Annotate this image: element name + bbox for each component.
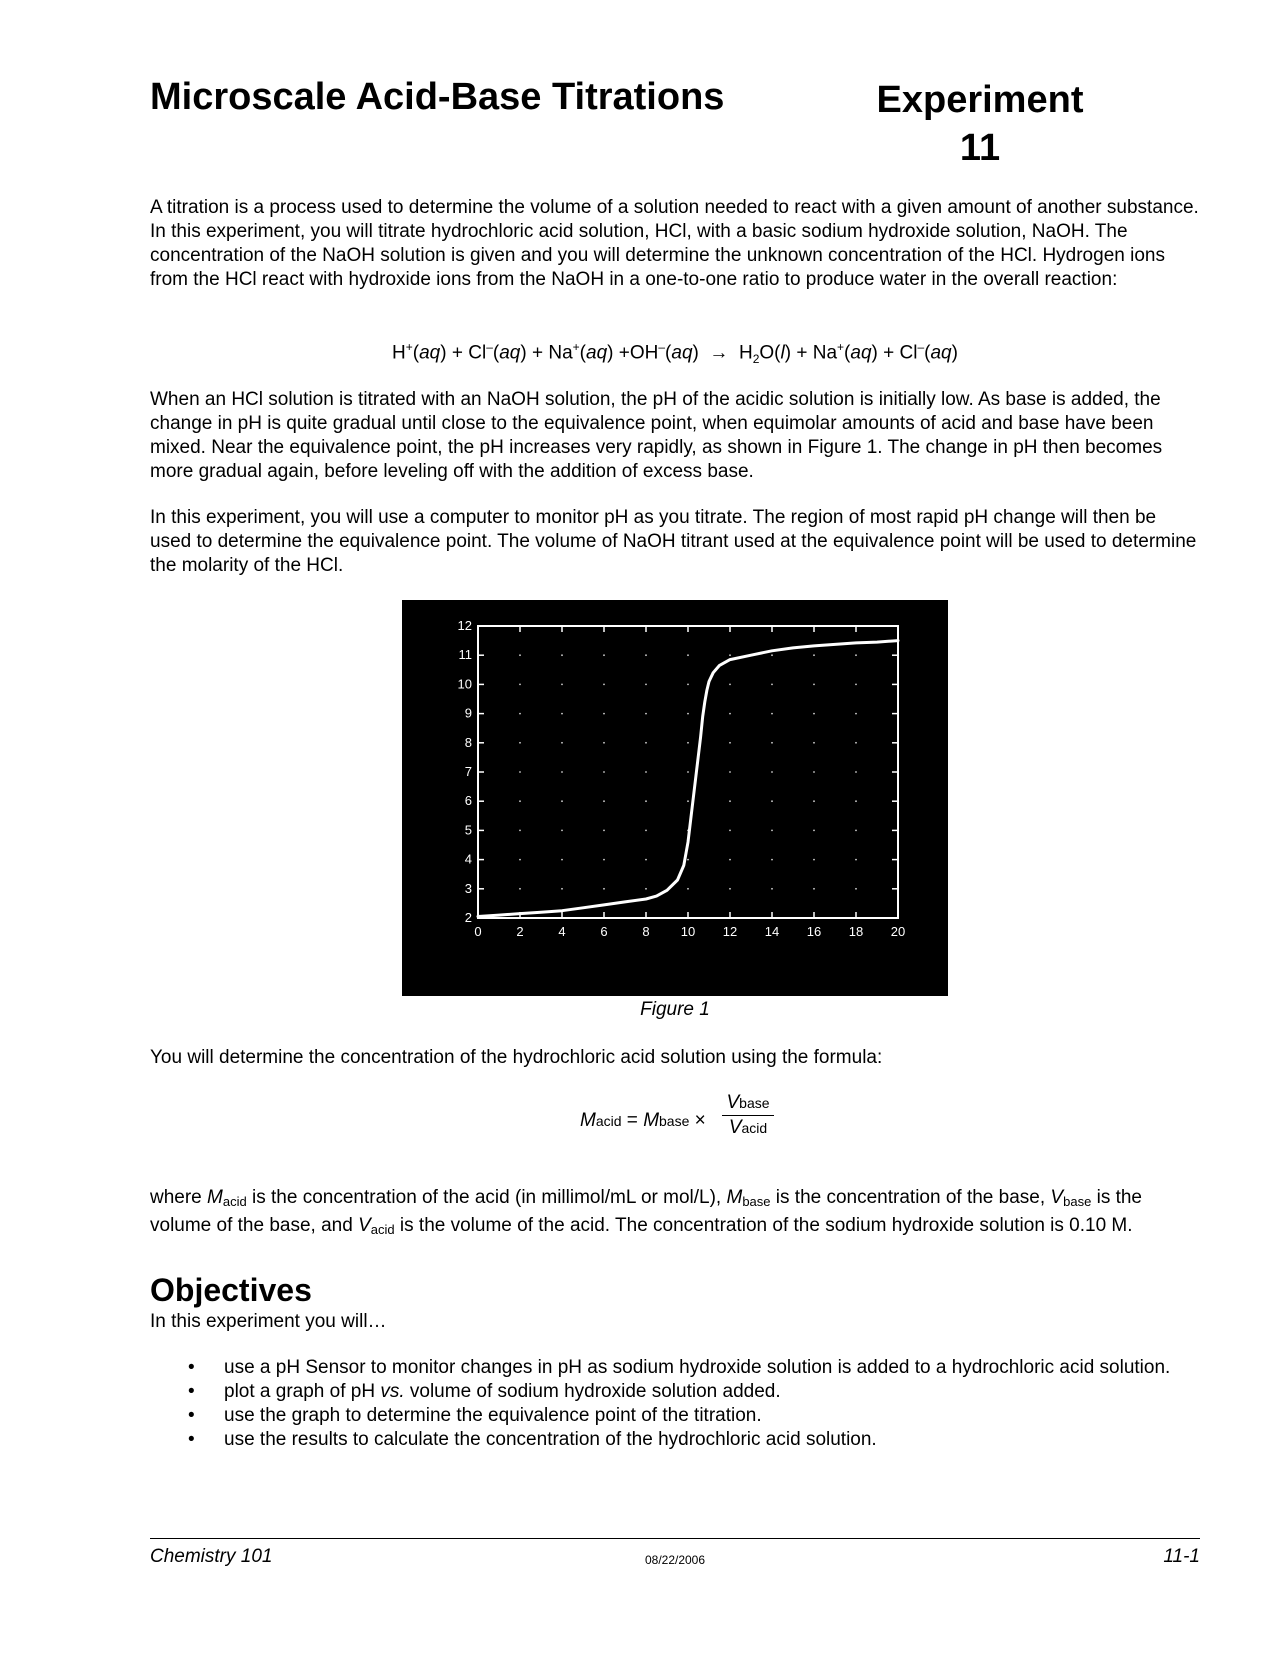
grid-dot xyxy=(813,684,815,686)
grid-dot xyxy=(687,771,689,773)
grid-dot xyxy=(771,654,773,656)
bullet-icon: • xyxy=(188,1357,195,1378)
grid-dot xyxy=(603,888,605,890)
grid-dot xyxy=(855,800,857,802)
grid-dot xyxy=(855,771,857,773)
grid-dot xyxy=(645,684,647,686)
x-tick-label: 18 xyxy=(848,924,864,939)
x-tick-label: 16 xyxy=(806,924,822,939)
volume-fraction: Vbase Vacid xyxy=(722,1092,774,1139)
grid-dot xyxy=(561,800,563,802)
grid-dot xyxy=(519,654,521,656)
grid-dot xyxy=(687,800,689,802)
titration-chart xyxy=(402,600,948,996)
grid-dot xyxy=(519,684,521,686)
grid-dot xyxy=(687,742,689,744)
grid-dot xyxy=(561,742,563,744)
objectives-list xyxy=(150,1356,1200,1452)
y-tick-label: 9 xyxy=(464,705,472,721)
grid-dot xyxy=(729,742,731,744)
grid-dot xyxy=(645,713,647,715)
grid-dot xyxy=(645,800,647,802)
x-tick-label: 20 xyxy=(890,924,906,939)
y-tick-label: 10 xyxy=(457,676,472,692)
grid-dot xyxy=(813,742,815,744)
grid-dot xyxy=(687,888,689,890)
grid-dot xyxy=(561,771,563,773)
grid-dot xyxy=(603,713,605,715)
grid-dot xyxy=(813,800,815,802)
grid-dot xyxy=(603,830,605,832)
y-tick-label: 11 xyxy=(458,647,472,663)
grid-dot xyxy=(855,713,857,715)
reaction-equation: $H^+(aq) + Cl^-(aq) + Na^+(aq) +OH^-(aq) \to H_2O(l) + Na^+(aq) + Cl^-(aq)$ xyxy=(392,340,958,367)
grid-dot xyxy=(561,684,563,686)
experiment-number: 11 xyxy=(959,127,1001,169)
bullet-icon: • xyxy=(188,1381,195,1402)
grid-dot xyxy=(519,888,521,890)
grid-dot xyxy=(561,888,563,890)
molarity-formula: Macid = Mbase × Vbase Vacid xyxy=(580,1092,840,1152)
grid-dot xyxy=(645,771,647,773)
titration-paragraph: When an HCl solution is titrated with an NaOH solution, the pH of the acidic solution is initially low. As base is added, the change in pH is quite gradual until close to the equivalence point, when equimolar amounts of acid and base have been mixed. Near the equivalence point, the pH increases very rapidly, as shown in Figure 1. The change in pH then becomes more gradual again, before leveling off with the addition of excess base. xyxy=(150,389,1163,482)
grid-dot xyxy=(519,800,521,802)
y-tick-label: 5 xyxy=(464,822,472,838)
grid-dot xyxy=(813,859,815,861)
intro-paragraph: A titration is a process used to determine the volume of a solution needed to react with a given amount of another substance. In this experiment, you will titrate hydrochloric acid solution, HCl, with a basic sodium hydroxide solution, NaOH. The concentration of the NaOH solution is given and you will determine the unknown concentration of the HCl. Hydrogen ions from the HCl react with hydroxide ions from the NaOH in a one-to-one ratio to produce water in the overall reaction: xyxy=(150,197,1199,290)
experiment-label xyxy=(860,76,1100,172)
grid-dot xyxy=(645,859,647,861)
grid-dot xyxy=(813,771,815,773)
grid-dot xyxy=(561,859,563,861)
grid-dot xyxy=(729,654,731,656)
variable-definitions: where Macid is the concentration of the acid (in millimol/mL or mol/L), Mbase is the concentration of the base, Vbase is the volume of the base, and Vacid is the volume of the acid. The concentration of the sodium hydroxide solution is 0.10 M. xyxy=(150,1187,1143,1237)
footer-divider xyxy=(150,1538,1200,1539)
x-tick-label: 6 xyxy=(600,924,608,939)
footer-course: Chemistry 101 xyxy=(150,1546,273,1567)
grid-dot xyxy=(561,713,563,715)
x-tick-label: 10 xyxy=(680,924,696,939)
grid-dot xyxy=(645,742,647,744)
grid-dot xyxy=(771,888,773,890)
method-paragraph: In this experiment, you will use a computer to monitor pH as you titrate. The region of most rapid pH change will then be used to determine the equivalence point. The volume of NaOH titrant used at the equivalence point will be used to determine the molarity of the HCl. xyxy=(150,507,1197,576)
y-tick-label: 8 xyxy=(464,734,472,750)
grid-dot xyxy=(771,771,773,773)
grid-dot xyxy=(561,654,563,656)
grid-dot xyxy=(687,654,689,656)
list-item: • use a pH Sensor to monitor changes in pH as sodium hydroxide solution is added to a hydrochloric acid solution. xyxy=(188,1357,1171,1378)
document-page xyxy=(150,0,1200,1656)
grid-dot xyxy=(771,684,773,686)
footer-date: 08/22/2006 xyxy=(644,1553,706,1567)
list-item: • plot a graph of pH vs. volume of sodium hydroxide solution added. xyxy=(188,1381,781,1402)
grid-dot xyxy=(813,888,815,890)
y-tick-label: 2 xyxy=(464,910,472,925)
grid-dot xyxy=(519,713,521,715)
grid-dot xyxy=(771,800,773,802)
grid-dot xyxy=(813,830,815,832)
grid-dot xyxy=(729,771,731,773)
grid-dot xyxy=(855,888,857,890)
objectives-intro: In this experiment you will… xyxy=(150,1311,387,1332)
titration-curve-line xyxy=(478,641,898,917)
grid-dot xyxy=(729,800,731,802)
grid-dot xyxy=(729,859,731,861)
grid-dot xyxy=(603,654,605,656)
grid-dot xyxy=(687,713,689,715)
y-tick-label: 7 xyxy=(464,764,472,779)
grid-dot xyxy=(519,830,521,832)
x-tick-label: 2 xyxy=(516,924,524,939)
bullet-icon: • xyxy=(188,1429,195,1450)
grid-dot xyxy=(855,830,857,832)
document-title: Microscale Acid-Base Titrations xyxy=(150,76,725,118)
x-tick-label: 12 xyxy=(722,924,738,939)
grid-dot xyxy=(687,859,689,861)
list-item: • use the results to calculate the concentration of the hydrochloric acid solution. xyxy=(188,1429,877,1450)
grid-dot xyxy=(603,800,605,802)
titration-curve-figure xyxy=(402,600,948,996)
grid-dot xyxy=(813,654,815,656)
grid-dot xyxy=(771,713,773,715)
grid-dot xyxy=(855,859,857,861)
x-tick-label: 8 xyxy=(642,924,650,939)
y-tick-label: 12 xyxy=(457,618,472,633)
grid-dot xyxy=(561,830,563,832)
footer-page-number: 11-1 xyxy=(1163,1546,1200,1567)
y-tick-label: 6 xyxy=(464,793,472,809)
y-tick-label: 3 xyxy=(464,880,472,896)
grid-dot xyxy=(645,654,647,656)
grid-dot xyxy=(603,742,605,744)
grid-dot xyxy=(855,684,857,686)
grid-dot xyxy=(645,830,647,832)
grid-dot xyxy=(855,742,857,744)
grid-dot xyxy=(855,654,857,656)
y-tick-label: 4 xyxy=(464,851,472,867)
objectives-heading: Objectives xyxy=(150,1272,312,1308)
grid-dot xyxy=(603,859,605,861)
experiment-word: Experiment xyxy=(876,79,1084,121)
grid-dot xyxy=(813,713,815,715)
grid-dot xyxy=(729,713,731,715)
grid-dot xyxy=(729,888,731,890)
bullet-icon: • xyxy=(188,1405,195,1426)
grid-dot xyxy=(645,888,647,890)
grid-dot xyxy=(603,684,605,686)
formula-intro: You will determine the concentration of the hydrochloric acid solution using the formula: xyxy=(150,1047,883,1068)
grid-dot xyxy=(729,830,731,832)
x-tick-label: 0 xyxy=(474,924,482,939)
grid-dot xyxy=(729,684,731,686)
grid-dot xyxy=(519,771,521,773)
grid-dot xyxy=(519,859,521,861)
grid-dot xyxy=(771,830,773,832)
grid-dot xyxy=(603,771,605,773)
grid-dot xyxy=(771,742,773,744)
x-tick-label: 14 xyxy=(764,924,780,939)
list-item: • use the graph to determine the equivalence point of the titration. xyxy=(188,1405,762,1426)
figure-caption: Figure 1 xyxy=(640,999,710,1020)
x-tick-label: 4 xyxy=(558,924,566,939)
grid-dot xyxy=(687,684,689,686)
grid-dot xyxy=(519,742,521,744)
grid-dot xyxy=(771,859,773,861)
arrow-icon: → xyxy=(709,342,729,364)
